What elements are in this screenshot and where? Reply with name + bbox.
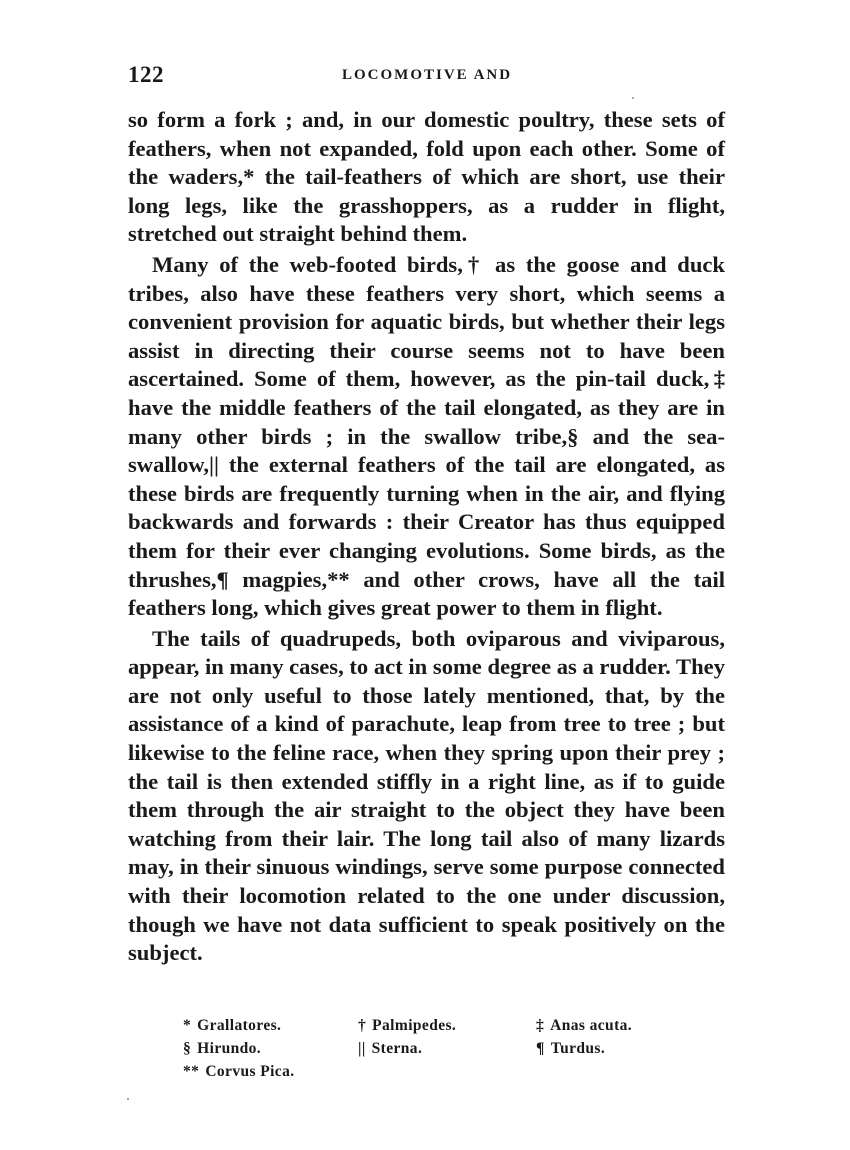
footnote-mark: || <box>358 1040 366 1057</box>
scan-speck <box>127 1098 129 1100</box>
footnotes <box>183 1014 703 1083</box>
footnote-mark: ** <box>183 1063 200 1080</box>
footnote-text: Turdus. <box>550 1040 606 1057</box>
footnote-row <box>183 1014 703 1037</box>
footnote-hirundo <box>183 1037 261 1060</box>
running-head: LOCOMOTIVE AND <box>342 67 513 83</box>
footnote-sterna <box>358 1037 422 1060</box>
paragraph-3: The tails of quadrupeds, both oviparous and viviparous, appear, in many cases, to act in some degree as a rudder. They are not only useful to those lately mentioned, that, by the assistance of a kind of parachute, leap from tree to tree ; but likewise to the feline race, when they spring upon their prey ; the tail is then extended stiffly in a right line, as if to guide them through the air straight to the object they have been watching from their lair. The long tail also of many lizards may, in their sinuous windings, serve some purpose connected with their locomotion related to the one under discussion, though we have not data sufficient to speak positively on the subject. <box>128 625 725 966</box>
footnote-palmipedes <box>358 1014 456 1037</box>
footnote-turdus <box>536 1037 605 1060</box>
body-text <box>128 106 725 968</box>
paragraph-1: so form a fork ; and, in our domestic poultry, these sets of feathers, when not expanded, fold upon each other. Some of the waders,* the tail-feathers of which are short, use their long legs, like the grasshoppers, as a rudder in flight, stretched out straight behind them. <box>128 107 725 247</box>
page-header <box>128 62 726 92</box>
footnote-text: Sterna. <box>371 1040 423 1057</box>
page-number: 122 <box>128 62 164 87</box>
footnote-corvus-pica <box>183 1060 295 1083</box>
footnote-text: Anas acuta. <box>550 1017 633 1034</box>
footnote-text: Palmipedes. <box>372 1017 457 1034</box>
footnote-mark: § <box>183 1040 192 1057</box>
scan-speck <box>632 97 634 99</box>
footnote-text: Corvus Pica. <box>205 1063 295 1080</box>
footnote-anas-acuta <box>536 1014 632 1037</box>
footnote-row <box>183 1037 703 1060</box>
footnote-mark: ‡ <box>536 1017 545 1034</box>
footnote-text: Hirundo. <box>197 1040 262 1057</box>
footnote-mark: ¶ <box>536 1040 545 1057</box>
footnote-mark: * <box>183 1017 192 1034</box>
paragraph-2: Many of the web-footed birds,† as the goose and duck tribes, also have these feathers very short, which seems a convenient provision for aquatic birds, but whether their legs assist in directing their course seems not to have been ascertained. Some of them, however, as the pin-tail duck,‡ have the middle feathers of the tail elongated, as they are in many other birds ; in the swallow tribe,§ and the sea-swallow,|| the external feathers of the tail are elongated, as these birds are frequently turning when in the air, and flying backwards and forwards : their Creator has thus equipped them for their ever changing evolutions. Some birds, as the thrushes,¶ magpies,** and other crows, have all the tail feathers long, which gives great power to them in flight. <box>128 251 725 621</box>
footnote-text: Grallatores. <box>197 1017 282 1034</box>
footnote-mark: † <box>358 1017 367 1034</box>
footnote-row <box>183 1060 703 1083</box>
footnote-grallatores <box>183 1014 281 1037</box>
